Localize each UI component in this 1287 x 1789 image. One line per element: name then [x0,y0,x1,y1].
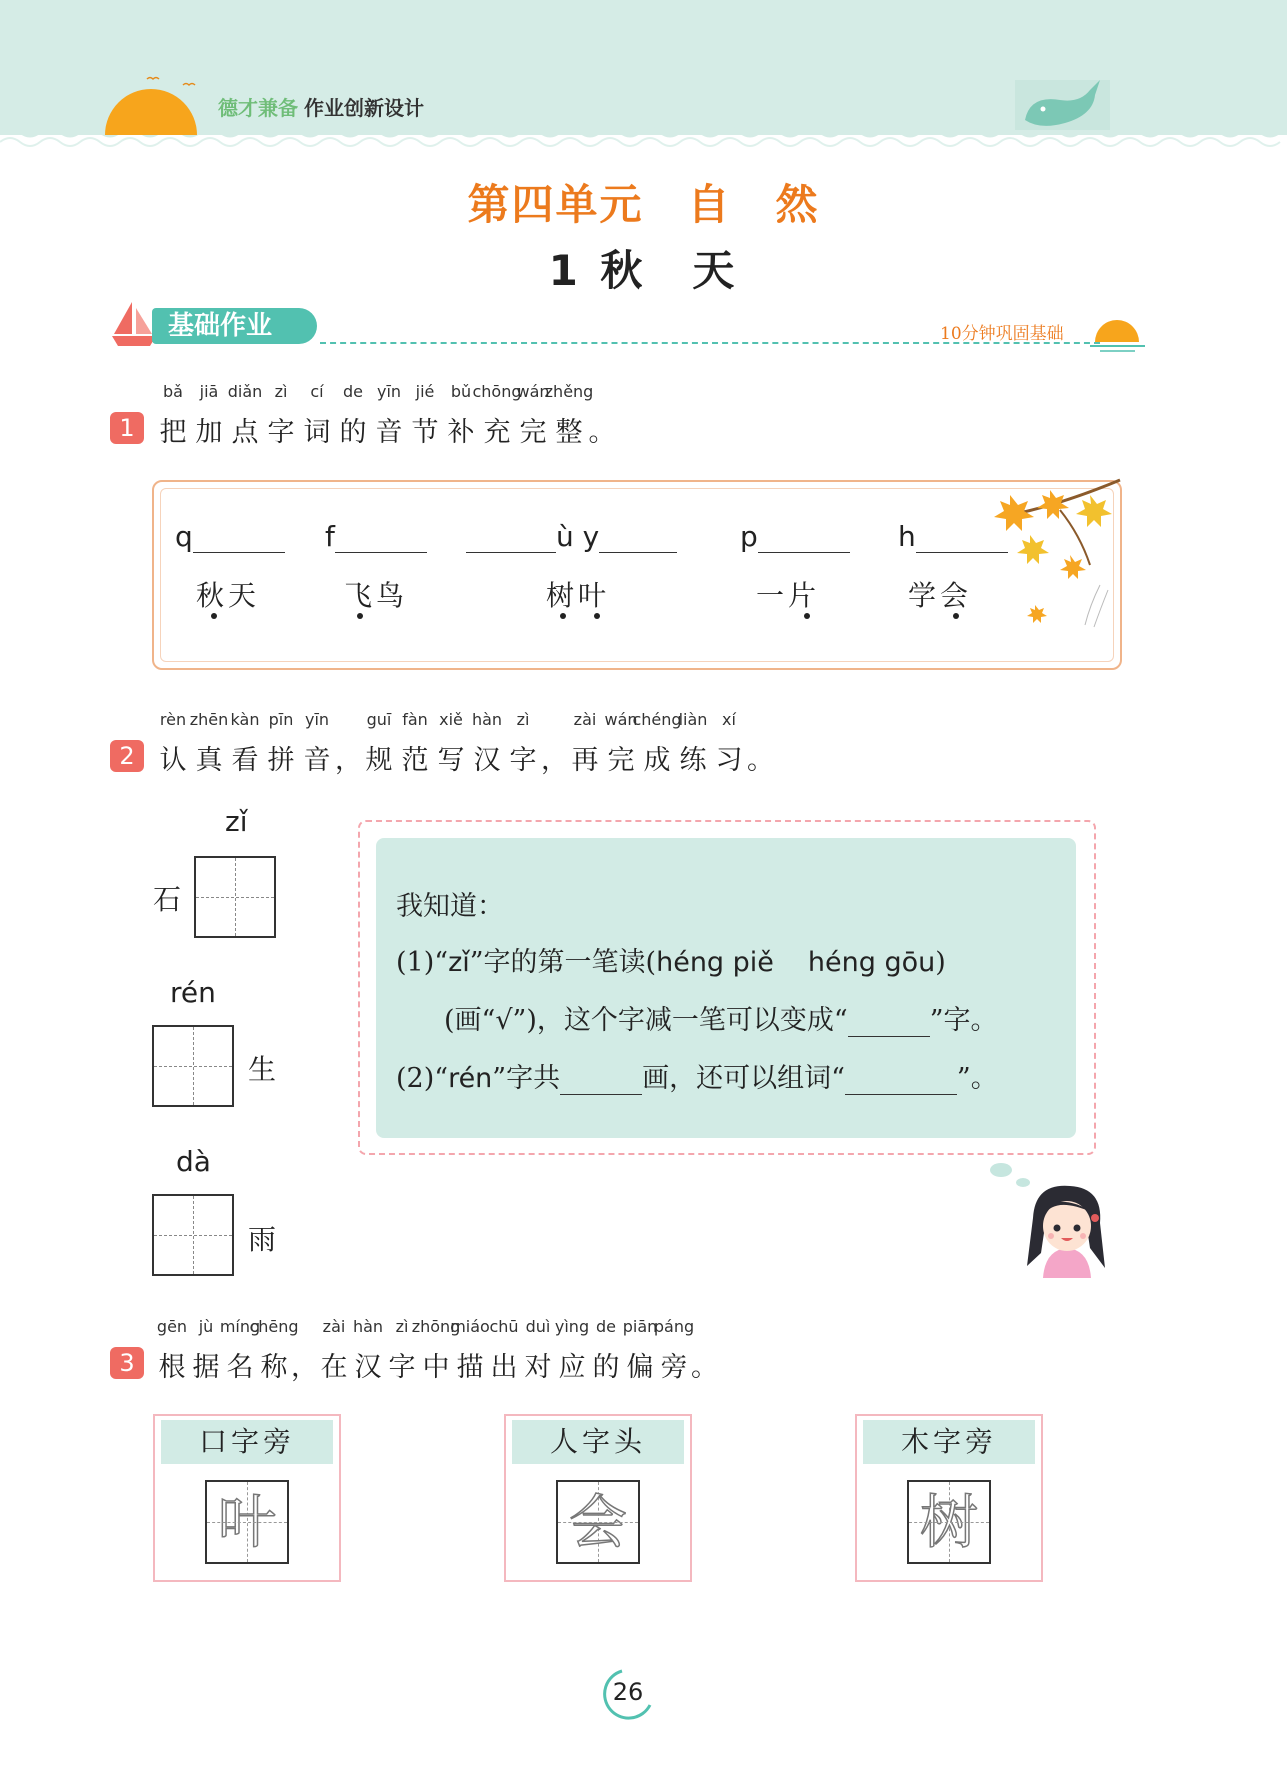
instruction-char: 整 zhěng [544,382,594,448]
radical-card-2-grid[interactable] [556,1480,640,1564]
instruction-char: 完 wán [604,710,638,776]
sun-icon [105,75,197,135]
q2-pinyin-3: dà [176,1145,211,1178]
instruction-pinyin: chēng [249,1317,299,1336]
know-line-1: (1)“zǐ”字的第一笔读(héng piě héng gōu) [396,947,946,978]
radical-card-1-label: 口字旁 [161,1420,333,1464]
know-line-3: (2)“rén”字共 画，还可以组词“ ”。 [396,1063,998,1094]
instruction-char: ， [335,745,362,776]
instruction-char: 真 zhēn [189,710,229,776]
instruction-char: 据 jù [192,1317,220,1383]
instruction-pinyin: de [343,382,363,401]
instruction-pinyin: kàn [230,710,260,729]
instruction-pinyin: hàn [471,710,503,729]
instruction-char: 字 zì [267,382,295,448]
radical-card-2-label: 人字头 [512,1420,684,1464]
instruction-pinyin: miáo [450,1317,490,1336]
instruction-char: 汉 hàn [352,1317,384,1383]
radical-card-3-grid[interactable] [907,1480,991,1564]
q1-word-4: 一片 [756,579,821,612]
q1-hint-3: ù y [556,520,600,553]
q2-instruction [155,710,774,777]
instruction-pinyin: wán [516,382,550,401]
q1-hint-5: h [898,520,916,553]
instruction-pinyin: xí [722,710,736,729]
instruction-pinyin: míng [219,1317,261,1336]
instruction-pinyin: zhěng [544,382,594,401]
instruction-pinyin: páng [653,1317,695,1336]
instruction-char: 的 de [592,1317,620,1383]
instruction-pinyin: zhōng [411,1317,461,1336]
instruction-pinyin: chōng [472,382,522,401]
instruction-char: 认 rèn [159,710,187,776]
instruction-char: 字 zì [509,710,537,776]
instruction-char: 节 jié [411,382,439,448]
brand-dark: 作业创新设计 [304,96,424,120]
q1-blank-2[interactable] [325,520,427,553]
trace-char-3: 树 [919,1488,978,1556]
instruction-pinyin: zì [516,710,530,729]
instruction-pinyin: zhēn [189,710,229,729]
instruction-pinyin: zì [395,1317,409,1336]
instruction-pinyin: chū [489,1317,519,1336]
instruction-char: 。 [691,1352,718,1383]
instruction-char: 拼 pīn [267,710,295,776]
instruction-pinyin: duì [525,1317,551,1336]
instruction-char: 完 wán [516,382,550,448]
instruction-pinyin: pīn [268,710,294,729]
q1-word-1: 秋天 [196,579,261,612]
instruction-pinyin: gēn [156,1317,188,1336]
q2-writing-grid-3[interactable] [152,1194,234,1276]
instruction-char: 写 xiě [437,710,465,776]
know-blank-2[interactable] [560,1068,642,1095]
option-heng-pie[interactable]: héng piě [656,947,774,978]
instruction-char: 充 chōng [472,382,522,448]
instruction-pinyin: zài [573,710,597,729]
section-tag: 基础作业 [152,308,317,344]
instruction-pinyin: jù [198,1317,214,1336]
lesson-title: 1 秋 天 [548,246,739,295]
instruction-pinyin: yīn [304,710,330,729]
instruction-pinyin: bǎ [163,382,183,401]
instruction-char: 音 yīn [375,382,403,448]
q2-writing-grid-1[interactable] [194,856,276,938]
instruction-char: 中 zhōng [411,1317,461,1383]
instruction-char: 应 yìng [554,1317,590,1383]
instruction-char: 音 yīn [303,710,331,776]
q2-pinyin-1: zǐ [225,805,248,838]
q1-hint-1: q [175,520,193,553]
instruction-pinyin: cí [310,382,324,401]
instruction-char: 成 chéng [632,710,682,776]
instruction-char: 看 kàn [230,710,260,776]
instruction-char: 名 míng [219,1317,261,1383]
instruction-char: 偏 piān [622,1317,658,1383]
q1-hint-4: p [740,520,758,553]
instruction-char: ， [541,745,568,776]
instruction-char: 旁 páng [653,1317,695,1383]
instruction-pinyin: xiě [439,710,463,729]
trace-char-1: 叶 [217,1488,276,1556]
instruction-pinyin: bǔ [450,382,472,401]
unit-title: 第四单元 自 然 [467,180,820,229]
trace-char-2: 会 [568,1488,627,1556]
know-line-2: (画“√”)，这个字减一笔可以变成“ ”字。 [444,1005,998,1036]
section-note: 10分钟巩固基础 [940,324,1064,344]
instruction-pinyin: rèn [159,710,187,729]
page-number: 26 [612,1678,644,1706]
instruction-pinyin: de [596,1317,616,1336]
q1-word-3: 树叶 [546,579,611,612]
instruction-pinyin: liàn [678,710,708,729]
instruction-pinyin: jiā [199,382,219,401]
q1-blank-1[interactable] [175,520,285,553]
q1-dot-3a [560,613,566,619]
instruction-char: 范 fàn [401,710,429,776]
q2-pinyin-2: rén [170,976,216,1009]
q1-blank-3[interactable] [466,520,677,553]
instruction-char: ， [291,1352,318,1383]
option-heng-gou[interactable]: héng gōu [807,947,936,978]
instruction-char: 练 liàn [678,710,708,776]
radical-card-3-label: 木字旁 [863,1420,1035,1464]
instruction-char: 再 zài [571,710,599,776]
instruction-char: 的 de [339,382,367,448]
q1-hint-2: f [325,520,335,553]
instruction-pinyin: wán [604,710,638,729]
q1-word-2: 飞鸟 [344,579,409,612]
question-number-2: 2 [110,740,144,772]
q1-dot-3b [594,613,600,619]
instruction-char: 称 chēng [249,1317,299,1383]
instruction-char: 根 gēn [156,1317,188,1383]
instruction-char: 汉 hàn [471,710,503,776]
instruction-pinyin: zài [322,1317,346,1336]
instruction-char: 字 zì [388,1317,416,1383]
q1-word-5: 学会 [908,579,973,612]
q1-dot-1 [211,613,217,619]
instruction-char: 描 miáo [450,1317,490,1383]
q1-dot-2 [357,613,363,619]
brand-title [218,92,424,121]
instruction-char: 把 bǎ [159,382,187,448]
q1-blank-4[interactable] [740,520,850,553]
instruction-pinyin: yīn [376,382,402,401]
instruction-pinyin: fàn [402,710,428,729]
instruction-char: 。 [747,745,774,776]
instruction-pinyin: hàn [352,1317,384,1336]
whale-icon [1015,75,1110,130]
instruction-char: 词 cí [303,382,331,448]
instruction-pinyin: guī [366,710,392,729]
know-blank-1[interactable] [848,1010,930,1037]
q2-side-char-2: 生 [248,1053,277,1086]
instruction-char: 出 chū [489,1317,519,1383]
radical-card-1-grid[interactable] [205,1480,289,1564]
girl-illustration [1015,1178,1115,1278]
instruction-char: 。 [588,417,616,448]
instruction-char: 习 xí [715,710,743,776]
thought-bubble [990,1163,1012,1177]
instruction-pinyin: piān [622,1317,658,1336]
q2-side-char-1: 石 [153,883,182,916]
brand-green: 德才兼备 [218,96,298,120]
maple-leaves-icon [990,475,1125,635]
instruction-char: 对 duì [524,1317,552,1383]
know-title: 我知道： [396,891,504,922]
sailboat-icon [110,298,158,348]
q1-instruction [155,382,617,449]
q3-instruction [155,1317,718,1384]
instruction-char: 在 zài [320,1317,348,1383]
question-number-1: 1 [110,412,144,444]
q2-writing-grid-2[interactable] [152,1025,234,1107]
instruction-pinyin: zì [274,382,288,401]
instruction-char: 规 guī [365,710,393,776]
instruction-char: 补 bǔ [447,382,475,448]
sunset-icon [1090,312,1145,357]
q1-dot-5 [953,613,959,619]
question-number-3: 3 [110,1347,144,1379]
instruction-pinyin: diǎn [227,382,263,401]
instruction-pinyin: chéng [632,710,682,729]
know-blank-3[interactable] [845,1068,957,1095]
instruction-char: 点 diǎn [227,382,263,448]
instruction-pinyin: yìng [554,1317,590,1336]
q2-side-char-3: 雨 [248,1223,277,1256]
instruction-char: 加 jiā [195,382,223,448]
instruction-pinyin: jié [415,382,435,401]
q1-dot-4 [804,613,810,619]
